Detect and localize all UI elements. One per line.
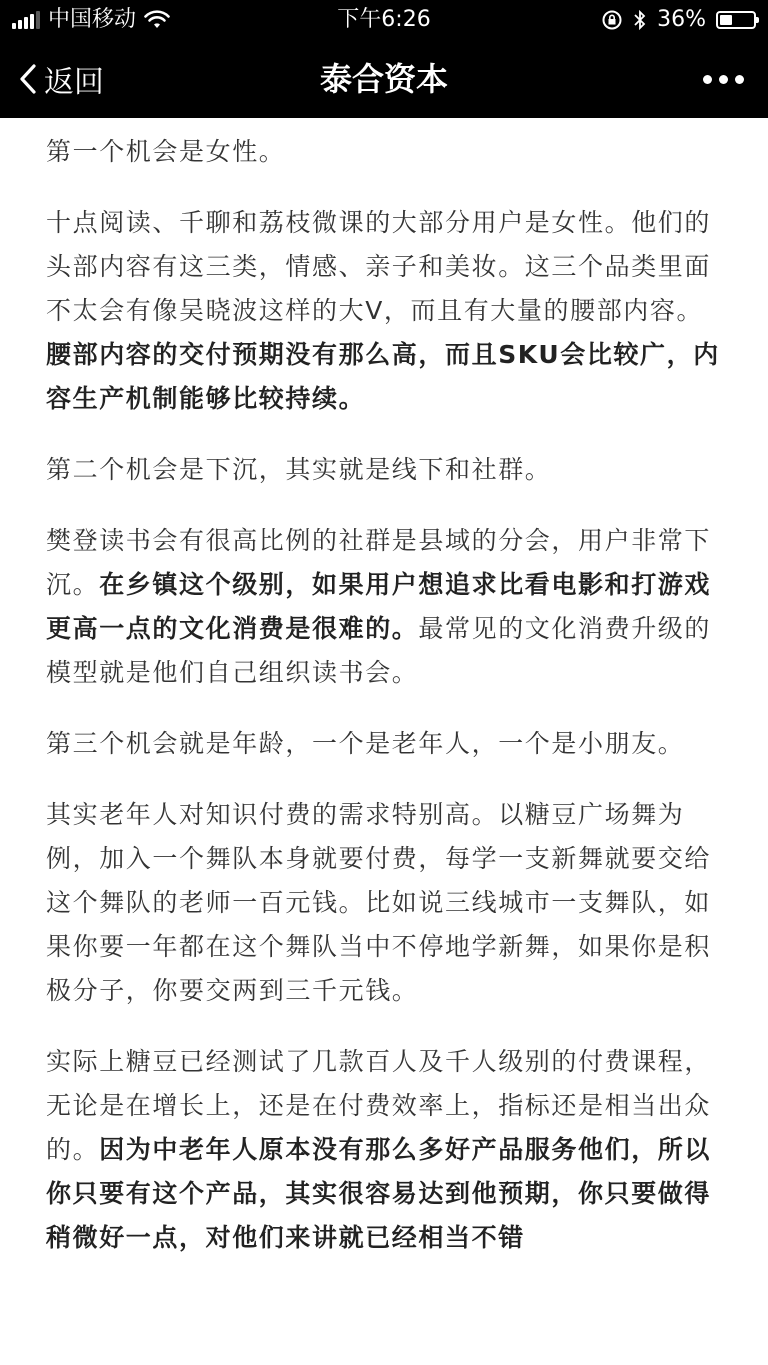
paragraph-5: 第三个机会就是年龄，一个是老年人，一个是小朋友。: [46, 729, 685, 758]
rotation-lock-icon: [601, 9, 623, 31]
nav-bar: [0, 40, 768, 118]
page-title: 泰合资本: [319, 60, 448, 98]
paragraph-2: 十点阅读、千聊和荔枝微课的大部分用户是女性。他们的头部内容有这三类，情感、亲子和美妆。这三个品类里面不太会有像吴晓波这样的大V，而且有大量的腰部内容。腰部内容的交付预期没有那么高，而且SKU会比较广，内容生产机制能够比较持续。: [46, 208, 720, 413]
status-time: 下午6:26: [337, 7, 431, 32]
article-body: [46, 118, 726, 1287]
paragraph-6: 其实老年人对知识付费的需求特别高。以糖豆广场舞为例，加入一个舞队本身就要付费，每学一支新舞就要交给这个舞队的老师一百元钱。比如说三线城市一支舞队，如果你要一年都在这个舞队当中不停地学新舞，如果你是积极分子，你要交两到三千元钱。: [46, 800, 712, 1005]
status-right: [601, 0, 756, 40]
paragraph-7: 实际上糖豆已经测试了几款百人及千人级别的付费课程，无论是在增长上，还是在付费效率上，指标还是相当出众的。因为中老年人原本没有那么多好产品服务他们，所以你只要有这个产品，其实很容易达到他预期，你只要做得稍微好一点，对他们来讲就已经相当不错: [46, 1047, 712, 1252]
bold-text: 在乡镇这个级别，如果用户想追求比看电影和打游戏更高一点的文化消费是很难的。: [46, 570, 712, 643]
paragraph-1: 第一个机会是女性。: [46, 137, 286, 166]
more-button[interactable]: [703, 40, 744, 118]
carrier-name: 中国移动: [48, 7, 137, 32]
battery-fill: [720, 15, 732, 25]
bold-text: 因为中老年人原本没有那么多好产品服务他们，所以你只要有这个产品，其实很容易达到他预期，你只要做得稍微好一点，对他们来讲就已经相当不错: [46, 1135, 712, 1252]
back-label: 返回: [44, 65, 104, 100]
paragraph-3: 第二个机会是下沉，其实就是线下和社群。: [46, 455, 552, 484]
paragraph-4: 樊登读书会有很高比例的社群是县域的分会，用户非常下沉。在乡镇这个级别，如果用户想追求比看电影和打游戏更高一点的文化消费是很难的。最常见的文化消费升级的模型就是他们自己组织读书会。: [46, 526, 712, 687]
bold-text: 腰部内容的交付预期没有那么高，而且SKU会比较广，内容生产机制能够比较持续。: [46, 340, 720, 413]
bluetooth-icon: [633, 9, 647, 31]
more-dots-icon: [703, 75, 712, 84]
battery-percent: 36%: [657, 7, 706, 32]
battery-icon: [716, 11, 756, 29]
status-bar: [0, 0, 768, 40]
